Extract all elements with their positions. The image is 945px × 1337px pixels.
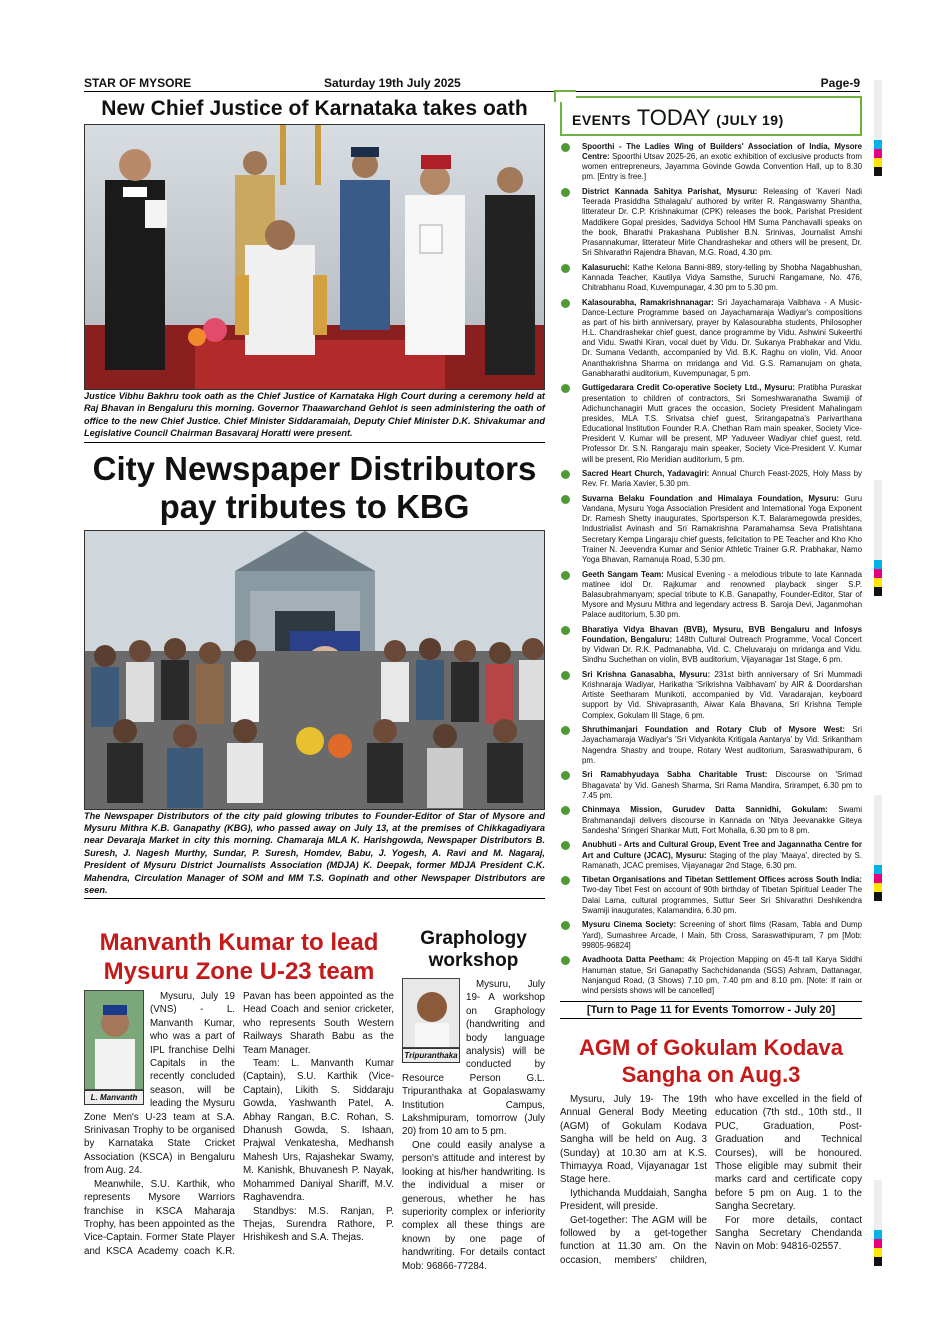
story3-para: Mysuru, July 19 (VNS) - L. Manvanth Kumar, who was a part of IPL franchise Delhi Capitals in the recently concluded season, will be leading the Mysuru Zone Men's U-23 team at S.A. Srinivasan Trophy to be organised by Karnataka State Cricket Association (KSCA) in Bengaluru from Aug. 24. <box>84 991 235 1177</box>
event-organizer: Chinmaya Mission, Gurudev Datta Sannidhi, Gokulam: <box>582 805 828 815</box>
story2-caption: The Newspaper Distributors of the city paid glowing tributes to Founder-Editor of Star of Mysore and Mysuru Mithra K.B. Ganapathy (KBG), who passed away on July 13, at the premises of Chikkagadiyara near Devaraja Market in city this morning. Chamaraja MLA K. Harishgowda, Newspaper Distributors B. Suresh, J. Nagesh Murthy, Sundar, P. Suresh, Homdev, Babu, J. Yogesh, A. Ravi and M. Nagaraj, President of Mysuru District Journalists Association (MDJA) K. Deepak, former MDJA President C.K. Mahendra, Circulation Manager of SOM and MM T.S. Gopinath and other Newspaper Distributors are seen. <box>84 810 545 900</box>
event-organizer: Avadhoota Datta Peetham: <box>582 955 685 965</box>
event-item <box>560 875 862 916</box>
event-organizer: Sri Krishna Ganasabha, Mysuru: <box>582 670 711 679</box>
event-organizer: Geeth Sangam Team: <box>582 569 664 579</box>
event-item <box>560 725 862 766</box>
event-details: Screening of short films (Rasam, Tabla and Dump Yard), Sumashree Arcade, I Main, 5th Cross, Saraswathipuram, 7 pm [Mob: 99805-96824] <box>582 920 862 950</box>
story1-headline: New Chief Justice of Karnataka takes oath <box>101 97 528 120</box>
event-bullet-icon <box>561 571 570 580</box>
bottom-left-stories <box>84 928 545 1272</box>
events-header-corner <box>554 90 576 102</box>
tribute-illustration <box>85 531 545 810</box>
story5-body <box>560 1093 862 1267</box>
event-organizer: Tibetan Organisations and Tibetan Settlement Offices across South India: <box>582 875 862 885</box>
event-bullet-icon <box>561 956 570 965</box>
event-bullet-icon <box>561 726 570 735</box>
left-column <box>84 96 545 899</box>
event-list <box>560 142 862 996</box>
color-swatch-group <box>874 1230 882 1266</box>
event-item <box>560 840 862 870</box>
event-bullet-icon <box>561 495 570 504</box>
event-details: Staging of the play 'Maaya', directed by S. Ramanath, JCAC premises, Vijayanagar 2nd Stage, 6.30 pm. <box>582 850 862 870</box>
event-organizer: Mysuru Cinema Society: <box>582 920 677 930</box>
event-bullet-icon <box>561 671 570 680</box>
event-details: Musical Evening - a melodious tribute to late Kannada matinee idol Dr. Rajkumar and renowned playback singer S.P. Balasubrahmanyam; special tribute to K.B. Ganapathy, Founder-Editor, Star of Mysore and Mysuru Mithra and legendary actress B. Saroja Devi, Jaganmohan Palace auditorium, 5.30 pm. <box>582 569 862 620</box>
story3-headline-line2: Mysuru Zone U-23 team <box>103 958 375 985</box>
event-bullet-icon <box>561 806 570 815</box>
story2-headline-line1: City Newspaper Distributors <box>92 449 537 487</box>
event-item <box>560 570 862 621</box>
events-header <box>560 96 862 136</box>
story1-caption: Justice Vibhu Bakhru took oath as the Chief Justice of Karnataka High Court during a ceremony held at Raj Bhavan in Bengaluru this morning. Governor Thaawarchand Gehlot is seen administering the oath of office to the new Chief Justice. Chief Minister Siddaramaiah, Deputy Chief Minister D.K. Shivakumar and Legislative Council Chairman Basavaraj Horatti were present. <box>84 390 545 443</box>
event-bullet-icon <box>561 921 570 930</box>
event-details: Guru Vandana, Mysuru Yoga Association President and International Yoga Exponent Dr. Ramesh Shetty inaugurates, Sportsperson K.T. Balaramegowda presides, Industrialist Avinash and Sri Ramakrishna Paramahamsa Seva Pratishtana Secretary Kempa Lingaraju chief guests, felicitation to PE Teacher and Kho Kho Trainer N. Jeevendra Kumar and Senior Athletic Trainer G.R. Prabhakar, Namo Yoga Bhavan, Ramanuja Road, 5.30 pm. <box>582 494 862 564</box>
events-title <box>572 107 784 131</box>
event-details: Sri Jayachamaraja Wadiyar's 'Sri Vidyankita Kritigala Aantarya' by Vid. Srikantham Nagendra Shastry and troupe, Rotary West auditorium, Saraswathipuram, 6 pm. <box>582 725 862 765</box>
event-bullet-icon <box>561 384 570 393</box>
paper-name: STAR OF MYSORE <box>84 76 192 90</box>
oath-ceremony-photo <box>84 124 545 390</box>
event-details: Annual Church Feast-2025, Holy Mass by Rev. Fr. Maria Xavier, 5.30 pm. <box>582 469 862 489</box>
story5-para: Iythichanda Muddaiah, Sangha President, will preside. <box>560 1187 707 1213</box>
registration-strip <box>874 480 882 560</box>
event-organizer: Sacred Heart Church, Yadavagiri: <box>582 469 710 479</box>
event-organizer: District Kannada Sahitya Parishat, Mysuru: <box>582 187 758 197</box>
tripuranthaka-photo-box <box>402 978 460 1063</box>
tripuranthaka-photo <box>402 978 460 1048</box>
story3-headline-line1: Manvanth Kumar to lead <box>99 929 379 956</box>
story3 <box>84 928 394 1258</box>
story4-body <box>402 978 545 1273</box>
events-title-date: (JULY 19) <box>716 112 784 128</box>
event-details: 231st birth anniversary of Sri Mummadi Krishnaraja Wadiyar, Harikatha 'Srikrishna Vaibhavam' by AIR & Doordarshan Artiste Seetharam Munikoti, accompanied by Vid. Varadarajan, keyboard support by Vid. Shivaprasanth, Aiwar Kala Bhavana, Sri Krishna Temple Complex, Gokulam III Stage, 6 pm. <box>582 670 862 720</box>
events-title-light: TODAY <box>636 105 711 130</box>
story5-headline-line2: Sangha on Aug.3 <box>621 1062 801 1087</box>
event-details: Releasing of 'Kaveri Nadi Teerada Prasiddha Sthalagalu' authored by writer R. Rangaswamy Shantha, litterateur Dr. C.P. Krishnakumar (CPK) releases the book, Parishat President Maddikere Gopal presides, Sadvidya School HM Suma Panchavalli speaks on the book, Bharathi Prakashana Publisher B.N. Srinivas, Journalist Amshi Prasannakumar, litterateur Mirle Chandrashekar and others will be present, Dr. Sri Shivarathri Rajendra Bhavan, M.G. Road, 4.30 pm. <box>582 187 862 258</box>
event-details: Kathe Kelona Banni-889, story-telling by Shobha Nagabhushan, Kannada Teacher, Kautilya Vidya Samsthe, Suruchi Rangamane, No. 476, Chitrabhanu Road, Kuvempunagar, 4.30 pm to 5.30 pm. <box>582 262 862 293</box>
event-bullet-icon <box>561 188 570 197</box>
story3-body <box>84 990 394 1258</box>
event-details: Sri Jayachamaraja Vaibhava - A Music-Dance-Lecture Programme based on Jayachamaraja Wadiyar's compositions as part of his birth anniversary, prayer by Kalasourabha students, Philosopher H.L. Chandrashekar chief guest, dance programme by Vidu. Ashwini Sukeerthi and Vidu. Swathi Kiran, vocal duet by Vidu. Dr. Sukanya Prabhakar and Vidu. Dr. Sumana Vedanth, accompanied by Vid. B.K. Raghu on violin, Vid. Anoor Ananthakrishna Sharma on mridanga and Vid. G.S. Ramanujam on ghata, Ganabharathi auditorium, Kuvempunagar, 5 pm. <box>582 297 862 378</box>
tribute-photo <box>84 530 545 810</box>
manvanth-photo-box <box>84 990 144 1105</box>
event-details: 4k Projection Mapping on 45-ft tall Karya Siddhi Hanuman statue, Sri Ganapathy Sachchidananda (SGS) Ashram, Dattanagar, Nanjangud Road, (3 Shows) 7.10 pm, 7.40 pm and 8.10 pm. [Note: If rain or wind persists shows will be cancelled] <box>582 955 862 995</box>
page-masthead <box>84 76 860 92</box>
event-organizer: Kalasourabha, Ramakrishnanagar: <box>582 297 714 307</box>
events-footer: [Turn to Page 11 for Events Tomorrow - July 20] <box>560 1001 862 1019</box>
event-item <box>560 670 862 721</box>
event-bullet-icon <box>561 299 570 308</box>
event-organizer: Kalasuruchi: <box>582 262 630 272</box>
event-organizer: Anubhuti - Arts and Cultural Group, Event Tree and Jagannatha Centre for Art and Culture (JCAC), Mysuru: <box>582 840 862 860</box>
event-organizer: Suvarna Belaku Foundation and Himalaya Foundation, Mysuru: <box>582 494 840 503</box>
oath-ceremony-illustration <box>85 125 545 390</box>
registration-strip <box>874 1180 882 1230</box>
story4-para: Mysuru, July 19- A workshop on Graphology (handwriting and body language analysis) will be conducted by Resource Person G.L. Tripuranthaka at Gopalaswamy Institution Campus, Lakshmipuram, tomorrow (July 20) from 10 am to 5 pm. <box>402 979 545 1138</box>
story5-para: Get-together: The AGM will be followed by a get-together function at 11.30 am. On the occasion, members' children, who have excelled in the field of education (7th std., 10th std., II PUC, Graduation, Post-Graduation and Technical Courses), will be honoured. Those eligible may submit their marks card and certificate copy before 5 pm on Aug. 1 to the Sangha Secretary. <box>560 1094 862 1266</box>
event-organizer: Shruthimanjari Foundation and Rotary Club of Mysore West: <box>582 725 845 735</box>
event-bullet-icon <box>561 841 570 850</box>
event-organizer: Spoorthi - The Ladies Wing of Builders' Association of India, Mysore Centre: <box>582 142 862 162</box>
event-details: Spoorthi Utsav 2025-26, an exotic exhibition of exclusive products from women entrepreneurs, Jayamma Govinde Gowda Convention Hall, up to 8.30 pm. [Entry is free.] <box>582 152 862 182</box>
manvanth-photo-label: L. Manvanth <box>84 1090 144 1105</box>
event-details: Swami Brahmanandaji delivers discourse in Kannada on 'Nitya Jeevanakke Giteya Sandesha' Sringeri Shankar Mutt, Fort Mohalla, 6.30 pm to 8 pm. <box>582 805 862 835</box>
event-item <box>560 805 862 835</box>
color-swatch-group <box>874 865 882 901</box>
event-bullet-icon <box>561 876 570 885</box>
color-swatch-group <box>874 140 882 176</box>
manvanth-photo <box>84 990 144 1090</box>
story4-headline-line2: workshop <box>428 950 519 971</box>
story3-para: Team: L. Manvanth Kumar (Captain), S.U. Karthik (Vice-Captain), Likith S. Siddaraju Gowda, Yashwanth Patel, A. Abhay Rangan, B.C. Rohan, S. Dhanush Gowda, S. Ishaan, Prajwal Venkatesha, Medhansh Mahesh Urs, Rajashekar Swamy, M. Kanishk, Bhuvanesh P. Nayak, Mohammed Daniyal Shariff, M.V. Raghavendra. <box>243 1058 394 1204</box>
event-item <box>560 298 862 379</box>
event-item <box>560 263 862 293</box>
story3-para: Standbys: M.S. Ranjan, P. Thejas, Surendra Rathore, P. Hrishikesh and S.A. Thejas. <box>243 1205 394 1244</box>
story2-headline-line2: pay tributes to KBG <box>159 487 470 525</box>
event-item <box>560 187 862 258</box>
event-bullet-icon <box>561 143 570 152</box>
page-number: Page-9 <box>820 76 860 90</box>
event-bullet-icon <box>561 470 570 479</box>
event-details: Pratibha Puraskar presentation to children of contractors, Sri Someshwaranatha Swamiji of Adichunchanagiri Mutt graces the occasion, Society President Mahalingam presides, MLA T.S. Srivatsa chief guest, Srirangapatna's Parivarthana Educational Institution Founder R.A. Chethan Ram main speaker, Society Vice-President V. Kumar will be present, MP Yaduveer Wadiyar chief guest, retd. Professor Dr. S.N. Rangaraju main speaker, Society Vice-President V. Kumar will be present, Rio Meridian auditorium, 5 pm. <box>582 383 862 464</box>
event-details: Discourse on 'Srimad Bhagavata' by Vid. Ganesh Sharma, Sri Rama Mandira, Srirampet, 6.30 pm to 7.45 pm. <box>582 770 863 800</box>
event-item <box>560 770 862 800</box>
event-item <box>560 955 862 996</box>
event-item <box>560 469 862 489</box>
event-details: Two-day Tibet Fest on account of 90th birthday of Tibetan Spiritual Leader The Dalai Lama, cultural programmes, Suttur Seer Sri Shivarathri Deshikendra Swamiji inaugurates, Kalamandira, 6.30 pm. <box>582 885 862 915</box>
story4 <box>402 928 545 1273</box>
event-bullet-icon <box>561 771 570 780</box>
event-item <box>560 920 862 950</box>
story5-para: Mysuru, July 19- The 19th Annual General Body Meeting (AGM) of Gokulam Kodava Sangha will be held on Aug. 3 (Sunday) at 10.30 am at K.S. Thimayya Road, Vijayanagar 1st Stage here. <box>560 1094 707 1186</box>
registration-strip <box>874 795 882 865</box>
color-swatch-group <box>874 560 882 596</box>
story3-para: Meanwhile, S.U. Karthik, who represents Mysore Warriors franchise in KSCA Maharaja Trophy, has been appointed as the Vice-Captain. Former State Player and KSCA Academy coach K.R. Pavan has been appointed as the Head Coach and senior cricketer, who represents South Western Railways Sharath Babu as the Team Manager. <box>84 991 394 1257</box>
event-bullet-icon <box>561 626 570 635</box>
tripuranthaka-photo-label: Tripuranthaka <box>402 1048 460 1063</box>
events-today <box>560 96 862 1019</box>
story4-headline-line1: Graphology <box>420 928 527 949</box>
story5-headline-line1: AGM of Gokulam Kodava <box>578 1035 844 1060</box>
registration-strip <box>874 80 882 140</box>
event-organizer: Bharatiya Vidya Bhavan (BVB), Mysuru, BVB Bengaluru and Infosys Foundation, Bengaluru: <box>582 624 862 645</box>
event-item <box>560 142 862 183</box>
event-bullet-icon <box>561 264 570 273</box>
story5-para: For more details, contact Sangha Secretary Chendanda Navin on Mob: 94816-02557. <box>715 1214 862 1253</box>
event-organizer: Sri Ramabhyudaya Sabha Charitable Trust: <box>582 770 768 780</box>
event-item <box>560 625 862 666</box>
story5 <box>560 1034 862 1267</box>
event-details: 148th Cultural Outreach Programme, Vocal Concert by Vidwan Dr. R.K. Padmanabha, Vid. C. Cheluvaraju on mridanga and Vidu. Sindhu Suchethan on violin, BVB auditorium, Vijayanagar 1st Stage, 6 pm. <box>582 635 862 665</box>
issue-date: Saturday 19th July 2025 <box>324 76 461 90</box>
event-item <box>560 494 862 565</box>
event-organizer: Guttigedarara Credit Co-operative Society Ltd., Mysuru: <box>582 383 796 393</box>
event-item <box>560 383 862 464</box>
story4-para: One could easily analyse a person's attitude and interest by looking at his/her handwriting. Is the individual a miser or generous, whether he has superiority complex or inferiority complex all these things are known by one page of handwriting. For details contact Mob: 96866-77284. <box>402 1139 545 1272</box>
events-title-bold: EVENTS <box>572 112 632 128</box>
